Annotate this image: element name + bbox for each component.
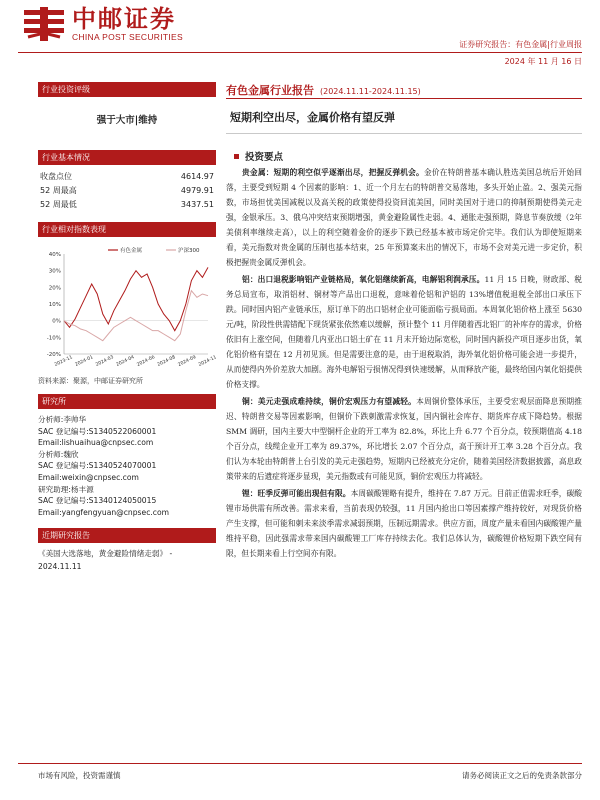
report-header-divider [226,98,582,99]
analyst-email[interactable]: Email:yangfengyuan@cnpsec.com [38,507,169,517]
y-tick-label: 0% [52,318,61,325]
analyst-email[interactable]: Email:weixin@cnpsec.com [38,472,139,482]
x-tick-label: 2023-11 [54,355,74,368]
analyst-line: SAC 登记编号:S1340124050015 [38,496,157,506]
basic-info-label: 52 周最低 [40,200,77,209]
y-tick-label: 10% [48,302,61,308]
analyst-line: 研究助理:杨丰源 [38,484,94,494]
report-date-range: (2024.11.11-2024.11.15) [320,87,421,96]
report-breadcrumb: 证券研究报告：有色金属|行业周报 [459,40,582,49]
analyst-line: 分析师:李帅华 [38,415,87,424]
basic-info-table [38,170,216,212]
basic-info-label: 52 周最高 [40,186,77,195]
china-post-logo-icon [24,7,64,41]
y-tick-label: -20% [46,352,61,358]
basic-info-row [38,170,216,184]
paragraph-text: 本周碳酸锂略有提升，维持在 7.87 万元。目前正值需求旺季，碳酸锂市场供需有所改善。需求来看，当前表现仍较强，11 月国内抢出口等因素撑产维持较好，对现货价格产生支撑，但可能和刺未来淡季需求减弱预期，压制远期需求。供应方面，周度产量未看国内碳酸锂产量维持平稳，因此强需求带来国内碳酸锂工厂库存持续去化。我们总体认为，碳酸锂价格短期下跌空间有限，但长期来看上行空间亦有限。 [226,489,582,558]
paragraph-lead: 贵金属：短期的利空似乎逐渐出尽，把握反弹机会。 [242,168,424,177]
y-tick-label: 40% [48,252,61,258]
x-tick-label: 2024-09 [177,355,197,368]
rating-section-title: 行业投资评级 [38,82,216,97]
analyst-email[interactable]: Email:lishuaihua@cnpsec.com [38,438,154,448]
relative-index-chart-svg [38,242,216,372]
recent-reports-section-title: 近期研究报告 [38,528,216,543]
paragraph-lead: 锂：旺季反弹可能出现但有限。 [242,489,351,498]
disclaimer-notice: 请务必阅读正文之后的免责条款部分 [462,771,582,780]
relative-index-chart [38,242,216,372]
paragraph-text: 本周铜价整体承压，主要受宏观层面降息预期推迟、特朗普交易等因素影响，但铜价下跌刺激需求恢复，国内铜社会库存、期货库存成下降趋势。根据 SMM 调研，国内主要大中型铜杆企业的开工率为 82.8%，环比上升 6.77 个百分点，较预期值高 4.18 个百分点，线缆企业开工率为 89.37%，环比增长 2.07 个百分点，高于预计开工率 3.28 个百分点。我们认为本轮由特朗普上台引发的美元走强趋势，短期内已经被充分定价，随着美国经济数据披露，高息政策带来的后遗症将逐步显现，美元指数或有可能见顶，铜价宏观压力将减轻。 [226,397,582,481]
x-tick-label: 2024-11 [198,355,216,368]
x-tick-label: 2024-04 [115,355,136,368]
company-logo [24,6,183,42]
legend-label: 沪深300 [178,248,200,254]
report-title: 有色金属行业报告 [226,84,314,97]
paragraph-lead: 铜：美元走强成难持续，铜价宏观压力有望减轻。 [242,397,417,406]
main-title: 短期利空出尽，金属价格有望反弹 [230,111,395,124]
report-date: 2024 年 11 月 16 日 [504,57,582,66]
analyst-line: SAC 登记编号:S1340524070001 [38,461,157,471]
paragraph-lead: 铝：出口退税影响铝产业链格局，氧化铝继续新高，电解铝利润承压。 [242,275,485,284]
analyst-section-title: 研究所 [38,394,216,409]
report-body [226,165,582,563]
analyst-list [38,414,216,518]
paragraph-lithium [226,486,582,561]
y-tick-label: 30% [48,268,61,275]
series-line-1 [64,291,208,341]
basic-info-value: 4614.97 [180,172,214,181]
paragraph-copper [226,394,582,484]
analyst-line: 分析师:魏欣 [38,449,79,459]
section-heading-text: 投资要点 [245,152,284,163]
chart-source: 资料来源：聚源，中邮证券研究所 [38,377,143,385]
x-tick-label: 2024-06 [136,355,156,368]
report-header [226,82,421,98]
section-bullet-icon [234,154,239,159]
paragraph-precious-metals [226,165,582,270]
paragraph-text: 11 月 15 日晚，财政部、税务总局宣布，取消铝材、铜材等产品出口退税，意味着伦铝和沪铝的 13%增值税退税全部出口承压下跌。同时国内铝产业链承压，原订单下的出口铝材企业可能面临亏损局面。本周氧化铝价格上涨至 5630 元/吨，阶段性供需错配下现货紧张依然难以缓解，预计整个 11 月伴随着西北铝厂的补库存的需求，价格依旧有上涨空间，但随着几内亚出口铝土矿在 11 月末开始边际宽松，同时国内新投产项目逐步出货，氧化铝价格有望在 12 月初见顶。但是需要注意的是，由于退税取消，海外氧化铝价格可能会进一步提升，从而使得内外价差放大加剧。海外电解铝亏损情况得到快速缓解，从而释放产能，最终给国内氧化铝提供价格支撑。 [226,275,582,389]
legend-label: 有色金属 [120,248,143,254]
risk-notice: 市场有风险，投资需谨慎 [38,771,121,780]
title-divider [226,133,582,134]
analyst-line: SAC 登记编号:S1340522060001 [38,426,157,436]
header-divider [18,52,582,53]
basic-info-label: 收盘点位 [40,172,72,181]
section-heading [234,149,283,163]
recent-report-link[interactable]: 《美国大选落地，黄金避险情绪走弱》 - 2024.11.11 [38,549,173,571]
logo-text-en: CHINA POST SECURITIES [72,32,183,42]
x-tick-label: 2024-08 [156,355,177,368]
basic-info-value: 4979.91 [180,186,214,195]
logo-text-cn: 中邮证券 [72,4,176,33]
basic-info-value: 3437.51 [180,200,214,209]
basic-info-row [38,184,216,198]
basic-info-row [38,198,216,212]
x-tick-label: 2024-01 [74,355,95,368]
y-tick-label: -10% [46,335,61,342]
footer-divider [18,763,582,764]
y-tick-label: 20% [48,285,61,292]
paragraph-text: 金价在特朗普基本确认胜选美国总统后开始回落，主要受到短期 4 个因素的影响：1、近一个月左右的特朗普交易落地，多头开始止盈。2、强美元指数，市场担忧美国减税以及高关税的政策使得投资回流美国，同时美国对于进口的抑制预期使得美元走强，金银承压。3、俄乌冲突结束预期增强，黄金避险属性走弱。4、通胀走强预期，降息节奏放缓（2年美债利率继续走高），以上的利空随着金价的逐步下跌已经基本被市场定价完毕。我们认为即使短期来看，美元指数对贵金属的压制也基本结束，25 年预算案未出的情况下，市场不会对美元进一步定价，积极把握贵金属反弹机会。 [226,168,582,267]
industry-rating: 强于大市|维持 [96,115,158,126]
x-tick-label: 2024-03 [95,355,115,368]
paragraph-aluminum [226,272,582,392]
basic-info-section-title: 行业基本情况 [38,150,216,165]
relative-index-section-title: 行业相对指数表现 [38,222,216,237]
